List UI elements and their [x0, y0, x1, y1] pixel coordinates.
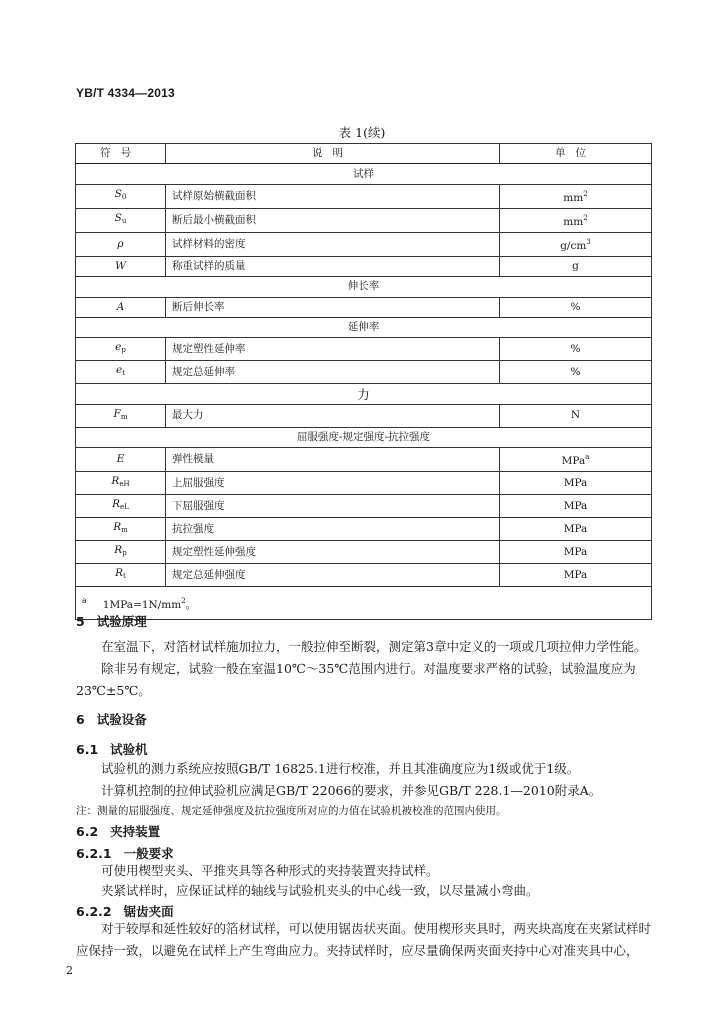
- table-row: [76, 518, 652, 541]
- symbol-cell: [76, 297, 166, 317]
- header-symbol: 符号: [76, 144, 166, 164]
- description-cell: 规定塑性延伸强度: [166, 541, 500, 564]
- symbol-text: e: [115, 341, 122, 354]
- unit-text: MPa: [563, 545, 588, 558]
- table-row: [76, 256, 652, 276]
- unit-cell: [500, 184, 652, 208]
- symbol-cell: [76, 472, 166, 495]
- symbol-text: R: [111, 475, 120, 488]
- section-6-title: 试验设备: [96, 712, 147, 727]
- table-row: [76, 232, 652, 256]
- section-6-2-2-paragraph-1: 对于较厚和延性较好的箔材试样，可以使用锯齿状夹面。使用楔形夹具时，两夹块高度在夹紧试样时应保持一致，以避免在试样上产生弯曲应力。夹持试样时，应尽量确保两夹面夹持中心对准夹具中心，: [76, 921, 652, 958]
- footnote-sup: 2: [181, 597, 186, 606]
- description-cell: 断后最小横截面积: [166, 208, 500, 232]
- unit-text: %: [570, 300, 581, 313]
- section-6-2-2-title: 锯齿夹面: [123, 904, 174, 919]
- section-6-2-1-paragraph-2: 夹紧试样时，应保证试样的轴线与试验机夹头的中心线一致，以尽量减小弯曲。: [101, 883, 539, 898]
- symbol-cell: [76, 208, 166, 232]
- table-row: [76, 338, 652, 361]
- table-row: [76, 361, 652, 384]
- symbol-text: ρ: [117, 237, 124, 250]
- table-row: [76, 472, 652, 495]
- footnote-tail: 。: [185, 599, 197, 612]
- unit-cell: [500, 448, 652, 472]
- table-row: [76, 184, 652, 208]
- table-header-row: [76, 144, 652, 164]
- symbol-text: E: [116, 453, 125, 466]
- unit-text: MPa: [563, 522, 588, 535]
- section-6-2-heading: [76, 822, 160, 840]
- description-cell: 上屈服强度: [166, 472, 500, 495]
- section-6-1-heading: [76, 740, 148, 758]
- unit-text: N: [570, 409, 581, 422]
- unit-cell: [500, 338, 652, 361]
- table-group-title: 力: [76, 384, 652, 404]
- table-row: [76, 495, 652, 518]
- symbol-text: R: [115, 567, 124, 580]
- symbol-cell: [76, 495, 166, 518]
- section-5-number: 5: [76, 614, 85, 629]
- symbol-subscript: p: [121, 346, 126, 355]
- description-cell: 试样原始横截面积: [166, 184, 500, 208]
- section-5-title: 试验原理: [96, 614, 147, 629]
- unit-cell: [500, 208, 652, 232]
- table-row: [76, 208, 652, 232]
- section-6-1-paragraph-2: 计算机控制的拉伸试验机应满足GB/T 22066的要求，并参见GB/T 228.1—2010附录A。: [101, 783, 602, 798]
- standard-code: YB/T 4334—2013: [76, 86, 175, 100]
- symbol-table: [75, 143, 652, 620]
- symbol-text: W: [115, 259, 126, 272]
- symbol-text: e: [115, 364, 123, 377]
- table-group-row: [76, 427, 652, 447]
- section-6-2-1-paragraph-1: 可使用楔型夹头、平推夹具等各种形式的夹持装置夹持试样。: [101, 863, 439, 878]
- page-number: 2: [66, 964, 73, 977]
- table-footnote: [76, 587, 652, 620]
- table-group-row: [76, 317, 652, 337]
- symbol-cell: [76, 184, 166, 208]
- unit-cell: [500, 564, 652, 587]
- unit-text: %: [570, 342, 581, 355]
- footnote-mark: a: [82, 596, 87, 606]
- header-description: 说明: [166, 144, 500, 164]
- unit-text: g/cm: [560, 239, 587, 252]
- description-cell: 下屈服强度: [166, 495, 500, 518]
- section-6-2-2-number: 6.2.2: [76, 904, 112, 919]
- table-row: [76, 297, 652, 317]
- unit-text: MPa: [563, 568, 588, 581]
- description-cell: 规定总延伸率: [166, 361, 500, 384]
- symbol-subscript: t: [123, 572, 126, 581]
- unit-cell: [500, 256, 652, 276]
- unit-text: mm: [563, 215, 584, 228]
- symbol-text: R: [114, 544, 123, 557]
- table-group-title: 屈服强度-规定强度-抗拉强度: [76, 427, 652, 447]
- section-6-1-note: 注：测量的屈服强度、规定延伸强度及抗拉强度所对应的力值在试验机被校准的范围内使用。: [76, 805, 507, 817]
- section-5-paragraph-2: 除非另有规定，试验一般在室温10℃～35℃范围内进行。对温度要求严格的试验，试验温度应为23℃±5℃。: [76, 661, 636, 698]
- unit-text: %: [570, 365, 581, 378]
- symbol-text: S: [114, 212, 122, 225]
- symbol-cell: [76, 564, 166, 587]
- symbol-text: R: [112, 498, 121, 511]
- table-row: [76, 404, 652, 427]
- symbol-cell: [76, 256, 166, 276]
- table-group-row: [76, 277, 652, 297]
- symbol-text: R: [113, 521, 122, 534]
- symbol-subscript: m: [121, 526, 128, 535]
- section-5-paragraph-1: 在室温下，对箔材试样施加拉力，一般拉伸至断裂，测定第3章中定义的一项或几项拉伸力学性能。: [101, 639, 647, 654]
- unit-cell: [500, 541, 652, 564]
- table-body: [76, 164, 652, 587]
- symbol-subscript: p: [122, 549, 127, 558]
- description-cell: 规定总延伸强度: [166, 564, 500, 587]
- table-footnote-row: [76, 587, 652, 620]
- unit-text: MPa: [563, 476, 588, 489]
- table-row: [76, 541, 652, 564]
- section-5-heading: [76, 612, 147, 630]
- table-caption: 表 1(续): [338, 125, 386, 140]
- description-cell: 称重试样的质量: [166, 256, 500, 276]
- symbol-cell: [76, 541, 166, 564]
- unit-text: MPa: [561, 455, 586, 468]
- section-6-2-1-number: 6.2.1: [76, 846, 112, 861]
- section-6-2-title: 夹持装置: [110, 824, 161, 839]
- unit-text: mm: [563, 191, 584, 204]
- symbol-text: A: [116, 300, 125, 313]
- section-6-heading: [76, 710, 147, 728]
- unit-cell: [500, 472, 652, 495]
- section-6-number: 6: [76, 712, 85, 727]
- unit-cell: [500, 232, 652, 256]
- unit-cell: [500, 495, 652, 518]
- unit-text: MPa: [563, 499, 588, 512]
- symbol-cell: [76, 338, 166, 361]
- unit-superscript: a: [585, 453, 590, 462]
- description-cell: 规定塑性延伸率: [166, 338, 500, 361]
- symbol-text: S: [114, 188, 122, 201]
- symbol-subscript: m: [120, 412, 128, 421]
- symbol-cell: [76, 448, 166, 472]
- unit-cell: [500, 297, 652, 317]
- section-6-2-number: 6.2: [76, 824, 99, 839]
- description-cell: 试样材料的密度: [166, 232, 500, 256]
- footnote-text: 1MPa=1N/mm: [102, 599, 182, 612]
- unit-superscript: 2: [583, 189, 588, 198]
- unit-cell: [500, 518, 652, 541]
- table-group-title: 伸长率: [76, 277, 652, 297]
- table-group-title: 延伸率: [76, 317, 652, 337]
- symbol-subscript: t: [122, 369, 126, 378]
- symbol-text: F: [113, 407, 121, 420]
- section-6-1-number: 6.1: [76, 742, 99, 757]
- description-cell: 断后伸长率: [166, 297, 500, 317]
- symbol-cell: [76, 361, 166, 384]
- table-row: [76, 564, 652, 587]
- unit-cell: [500, 361, 652, 384]
- symbol-cell: [76, 518, 166, 541]
- description-cell: 弹性模量: [166, 448, 500, 472]
- table-group-row: [76, 164, 652, 184]
- table-group-title: 试样: [76, 164, 652, 184]
- symbol-subscript: eL: [120, 503, 129, 512]
- unit-superscript: 2: [583, 213, 588, 222]
- description-cell: 最大力: [166, 404, 500, 427]
- section-6-1-title: 试验机: [110, 742, 148, 757]
- symbol-subscript: eH: [119, 480, 130, 489]
- symbol-cell: [76, 404, 166, 427]
- section-6-2-1-title: 一般要求: [123, 846, 174, 861]
- unit-text: g: [572, 259, 579, 272]
- symbol-subscript: 0: [121, 193, 127, 202]
- table-group-row: [76, 384, 652, 404]
- unit-superscript: 3: [586, 237, 591, 246]
- header-unit: 单位: [500, 144, 652, 164]
- symbol-subscript: u: [121, 217, 127, 226]
- symbol-cell: [76, 232, 166, 256]
- section-6-1-paragraph-1: 试验机的测力系统应按照GB/T 16825.1进行校准，并且其准确度应为1级或优于1级。: [101, 761, 580, 776]
- description-cell: 抗拉强度: [166, 518, 500, 541]
- unit-cell: [500, 404, 652, 427]
- table-row: [76, 448, 652, 472]
